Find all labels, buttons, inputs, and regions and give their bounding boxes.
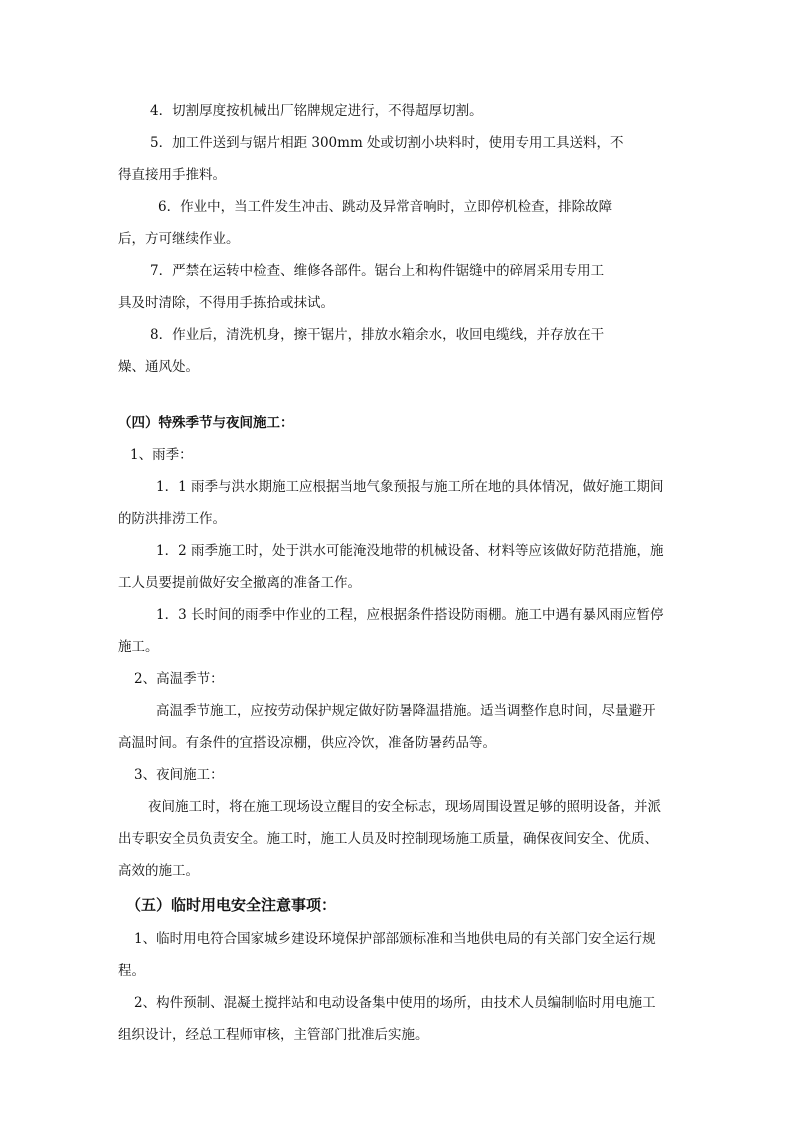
rain-1-3-line-1: 1．3 长时间的雨季中作业的工程，应根据条件搭设防雨棚。施工中遇有暴风雨应暂停 [156,607,664,623]
item-5-line-1: 5．加工件送到与锯片相距 300mm 处或切割小块料时，使用专用工具送料，不 [150,135,624,151]
item-8-line-1: 8．作业后，清洗机身，擦干锯片，排放水箱余水，收回电缆线，并存放在干 [150,327,605,343]
night-work-line-2: 出专职安全员负责安全。施工时，施工人员及时控制现场施工质量，确保夜间安全、优质、 [118,831,658,847]
item-8-line-2: 燥、通风处。 [118,359,199,375]
high-temp-line-1: 高温季节施工，应按劳动保护规定做好防暑降温措施。适当调整作息时间，尽量避开 [156,703,656,719]
high-temp-line-2: 高温时间。有条件的宜搭设凉棚，供应冷饮，准备防暑药品等。 [118,735,496,751]
rain-1-1-line-2: 的防洪排涝工作。 [118,511,226,527]
rain-1-2-line-1: 1．2 雨季施工时，处于洪水可能淹没地带的机械设备、材料等应该做好防范措施，施 [156,543,664,559]
high-temp-label: 2、高温季节： [134,671,224,687]
item-7-line-2: 具及时清除，不得用手拣拾或抹试。 [118,295,334,311]
section-5-heading: （五）临时用电安全注意事项： [126,896,337,914]
section-4-heading: （四）特殊季节与夜间施工： [118,415,294,431]
night-work-line-3: 高效的施工。 [118,863,199,879]
rain-1-2-line-2: 工人员要提前做好安全撤离的准备工作。 [118,575,361,591]
item-4: 4．切割厚度按机械出厂铭牌规定进行，不得超厚切割。 [150,103,483,119]
power-item-1-line-2: 程。 [118,963,145,979]
power-item-2-line-2: 组织设计，经总工程师审核，主管部门批准后实施。 [118,1027,429,1043]
rain-1-1-line-1: 1．1 雨季与洪水期施工应根据当地气象预报与施工所在地的具体情况，做好施工期间 [156,479,664,495]
power-item-2-line-1: 2、构件预制、混凝土搅拌站和电动设备集中使用的场所，由技术人员编制临时用电施工 [134,995,656,1011]
rain-season-label: 1、雨季： [130,447,193,463]
power-item-1-line-1: 1、临时用电符合国家城乡建设环境保护部部颁标准和当地供电局的有关部门安全运行规 [134,931,656,947]
item-5-line-2: 得直接用手推料。 [118,167,226,183]
rain-1-3-line-2: 施工。 [118,639,159,655]
night-work-label: 3、夜间施工： [134,767,224,783]
night-work-line-1: 夜间施工时，将在施工现场设立醒目的安全标志，现场周围设置足够的照明设备，并派 [148,799,661,815]
item-6-line-2: 后，方可继续作业。 [118,231,240,247]
item-6-line-1: 6．作业中，当工件发生冲击、跳动及异常音响时，立即停机检查，排除故障 [158,199,613,215]
item-7-line-1: 7．严禁在运转中检查、维修各部件。锯台上和构件锯缝中的碎屑采用专用工 [150,263,605,279]
